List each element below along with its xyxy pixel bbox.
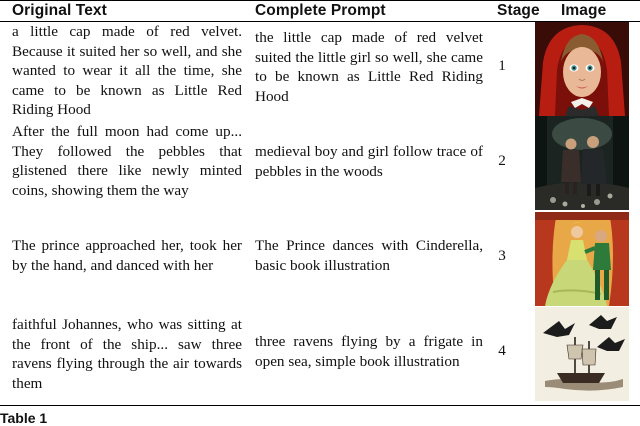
header-original-text: Original Text bbox=[12, 2, 107, 19]
row-2-complete-prompt: medieval boy and girl follow trace of pebbles in the woods bbox=[255, 143, 483, 180]
header-complete-prompt: Complete Prompt bbox=[255, 2, 386, 19]
row-1-original-text: a little cap made of red velvet. Because it suited her so well, and she wanted to wear it all the time, she came to be known as Little Red Riding Hood bbox=[12, 23, 242, 118]
row-4-complete-prompt: three ravens flying by a frigate in open sea, simple book illustration bbox=[255, 333, 483, 370]
row-4-original-text: faithful Johannes, who was sitting at the front of the ship... saw three ravens flying through the air towards them bbox=[12, 316, 242, 392]
table-caption: Table 1 bbox=[0, 410, 48, 426]
row-3-stage: 3 bbox=[498, 247, 506, 264]
header-stage: Stage bbox=[497, 2, 540, 19]
girl-in-red-hood-image bbox=[535, 22, 629, 116]
ravens-over-ship-image bbox=[535, 307, 629, 401]
row-2-original-text: After the full moon had come up... They followed the pebbles that glistened there like newly minted coins, showing them the way bbox=[12, 123, 242, 199]
children-in-forest-image bbox=[535, 116, 629, 210]
row-3-original-text: The prince approached her, took her by the hand, and danced with her bbox=[12, 237, 242, 274]
table-bottom-rule bbox=[0, 405, 640, 406]
row-1-stage: 1 bbox=[498, 57, 506, 74]
row-1-complete-prompt: the little cap made of red velvet suited the little girl so well, she came to be known as Little Red Riding Hood bbox=[255, 29, 483, 105]
header-image: Image bbox=[561, 2, 607, 19]
row-4-stage: 4 bbox=[498, 342, 506, 359]
row-2-stage: 2 bbox=[498, 152, 506, 169]
prince-dancing-cinderella-image bbox=[535, 212, 629, 306]
row-3-complete-prompt: The Prince dances with Cinderella, basic book illustration bbox=[255, 237, 483, 274]
